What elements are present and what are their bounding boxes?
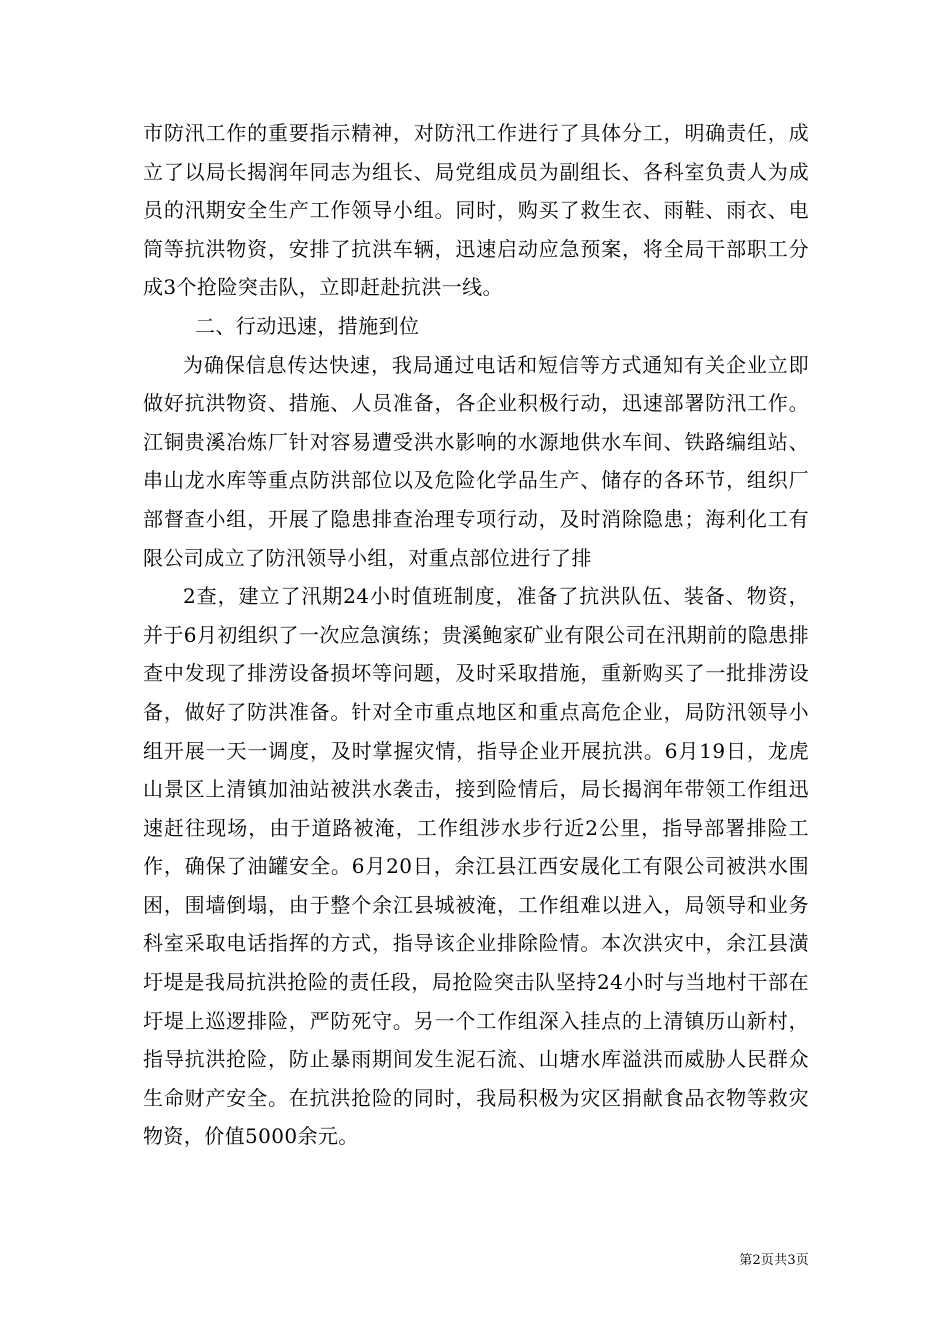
paragraph-continuation: 市防汛工作的重要指示精神，对防汛工作进行了具体分工，明确责任，成立了以局长揭润年同志为组长、局党组成员为副组长、各科室负责人为成员的汛期安全生产工作领导小组。同时，购买了救生衣、雨鞋、雨衣、电筒等抗洪物资，安排了抗洪车辆，迅速启动应急预案，将全局干部职工分成3个抢险突击队，立即赶赴抗洪一线。 bbox=[143, 121, 809, 300]
document-body bbox=[143, 114, 809, 1156]
paragraph-body: 为确保信息传达快速，我局通过电话和短信等方式通知有关企业立即做好抗洪物资、措施、人员准备，各企业积极行动，迅速部署防汛工作。江铜贵溪冶炼厂针对容易遭受洪水影响的水源地供水车间、铁路编组站、串山龙水库等重点防洪部位以及危险化学品生产、储存的各环节，组织厂部督查小组，开展了隐患排查治理专项行动，及时消除隐患；海利化工有限公司成立了防汛领导小组，对重点部位进行了排 bbox=[143, 352, 809, 570]
section-heading: 二、行动迅速，措施到位 bbox=[195, 313, 420, 338]
page-number-footer: 第2页共3页 bbox=[739, 1253, 809, 1268]
paragraph-body: 2查，建立了汛期24小时值班制度，准备了抗洪队伍、装备、物资，并于6月初组织了一次应急演练；贵溪鲍家矿业有限公司在汛期前的隐患排查中发现了排涝设备损坏等问题，及时采取措施，重新购买了一批排涝设备，做好了防洪准备。针对全市重点地区和重点高危企业，局防汛领导小组开展一天一调度，及时掌握灾情，指导企业开展抗洪。6月19日，龙虎山景区上清镇加油站被洪水袭击，接到险情后，局长揭润年带领工作组迅速赶往现场，由于道路被淹，工作组涉水步行近2公里，指导部署排险工作，确保了油罐安全。6月20日，余江县江西安晟化工有限公司被洪水围困，围墙倒塌，由于整个余江县城被淹，工作组难以进入，局领导和业务科室采取电话指挥的方式，指导该企业排除险情。本次洪灾中，余江县潢圩堤是我局抗洪抢险的责任段，局抢险突击队坚持24小时与当地村干部在圩堤上巡逻排险，严防死守。另一个工作组深入挂点的上清镇历山新村，指导抗洪抢险，防止暴雨期间发生泥石流、山塘水库溢洪而威胁人民群众生命财产安全。在抗洪抢险的同时，我局积极为灾区捐献食品衣物等救灾物资，价值5000余元。 bbox=[143, 584, 809, 1149]
